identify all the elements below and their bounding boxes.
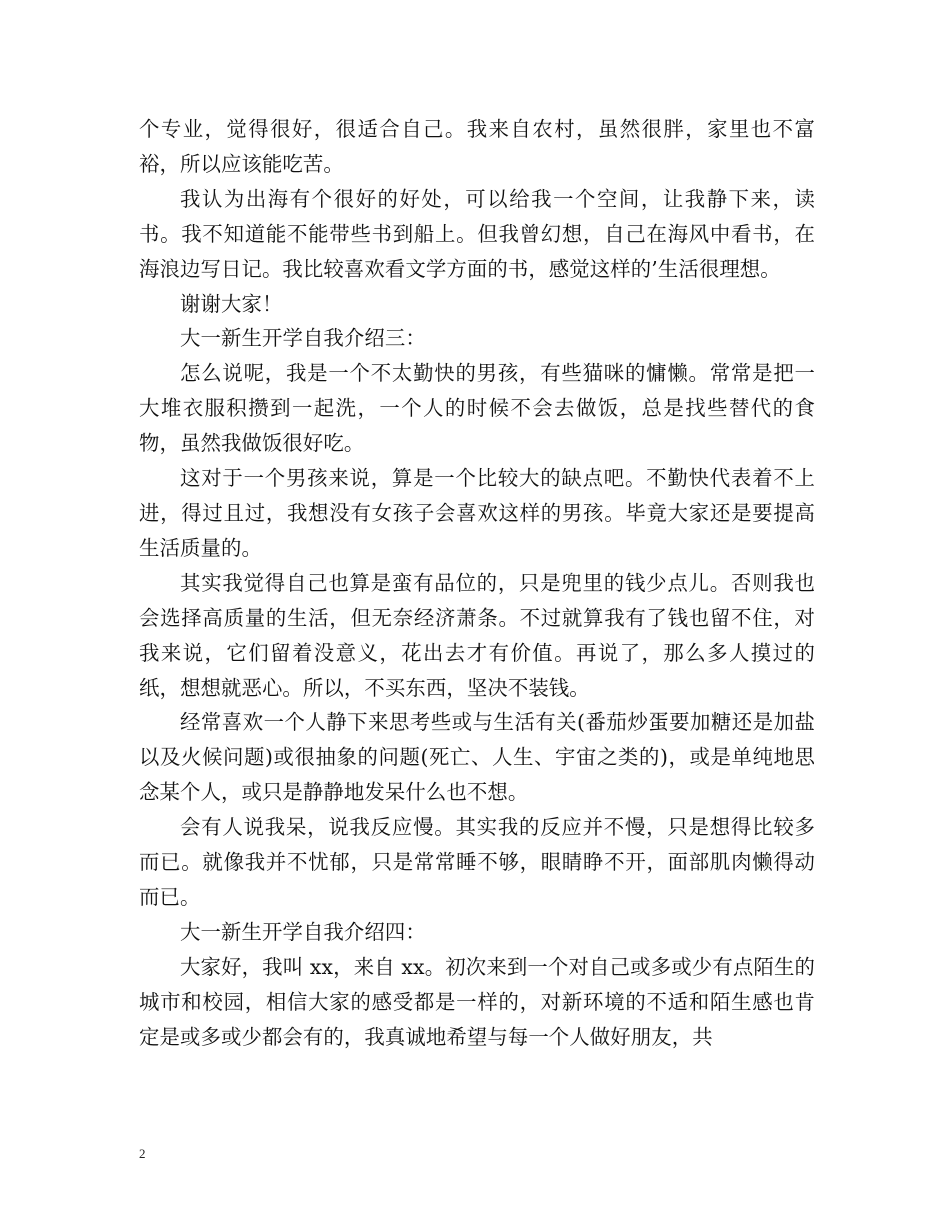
paragraph-9: 会有人说我呆，说我反应慢。其实我的反应并不慢，只是想得比较多而已。就像我并不忧郁，只是常常睡不够，眼睛睁不开，面部肌肉懒得动而已。 — [139, 815, 815, 909]
paragraph-11: 大家好，我叫 xx，来自 xx。初次来到一个对自己或多或少有点陌生的城市和校园，相信大家的感受都是一样的，对新环境的不适和陌生感也肯定是或多或少都会有的，我真诚地希望与每一个人做好朋友，共 — [139, 954, 815, 1049]
paragraph-1: 个专业，觉得很好，很适合自己。我来自农村，虽然很胖，家里也不富裕，所以应该能吃苦。 — [139, 117, 815, 176]
paragraph-6: 这对于一个男孩来说，算是一个比较大的缺点吧。不勤快代表着不上进，得过且过，我想没有女孩子会喜欢这样的男孩。毕竟大家还是要提高生活质量的。 — [139, 466, 815, 560]
paragraph-5: 怎么说呢，我是一个不太勤快的男孩，有些猫咪的慵懒。常常是把一大堆衣服积攒到一起洗，一个人的时候不会去做饭，总是找些替代的食物，虽然我做饭很好吃。 — [139, 361, 815, 456]
paragraph-7: 其实我觉得自己也算是蛮有品位的，只是兜里的钱少点儿。否则我也会选择高质量的生活，但无奈经济萧条。不过就算我有了钱也留不住，对我来说，它们留着没意义，花出去才有价值。再说了，那么多人摸过的纸，想想就恶心。所以，不买东西，坚决不装钱。 — [139, 570, 815, 700]
section-heading-3: 大一新生开学自我介绍三： — [180, 326, 426, 351]
page-number: 2 — [139, 1146, 146, 1161]
paragraph-2: 我认为出海有个很好的好处，可以给我一个空间，让我静下来，读书。我不知道能不能带些书到船上。但我曾幻想，自己在海风中看书，在海浪边写日记。我比较喜欢看文学方面的书，感觉这样的’生活很理想。 — [139, 186, 815, 281]
paragraph-8: 经常喜欢一个人静下来思考些或与生活有关(番茄炒蛋要加糖还是加盐以及火候问题)或很抽象的问题(死亡、人生、宇宙之类的)，或是单纯地思念某个人，或只是静静地发呆什么也不想。 — [139, 710, 815, 805]
paragraph-3: 谢谢大家！ — [180, 291, 283, 316]
document-body — [139, 112, 815, 1054]
section-heading-4: 大一新生开学自我介绍四： — [180, 919, 426, 944]
